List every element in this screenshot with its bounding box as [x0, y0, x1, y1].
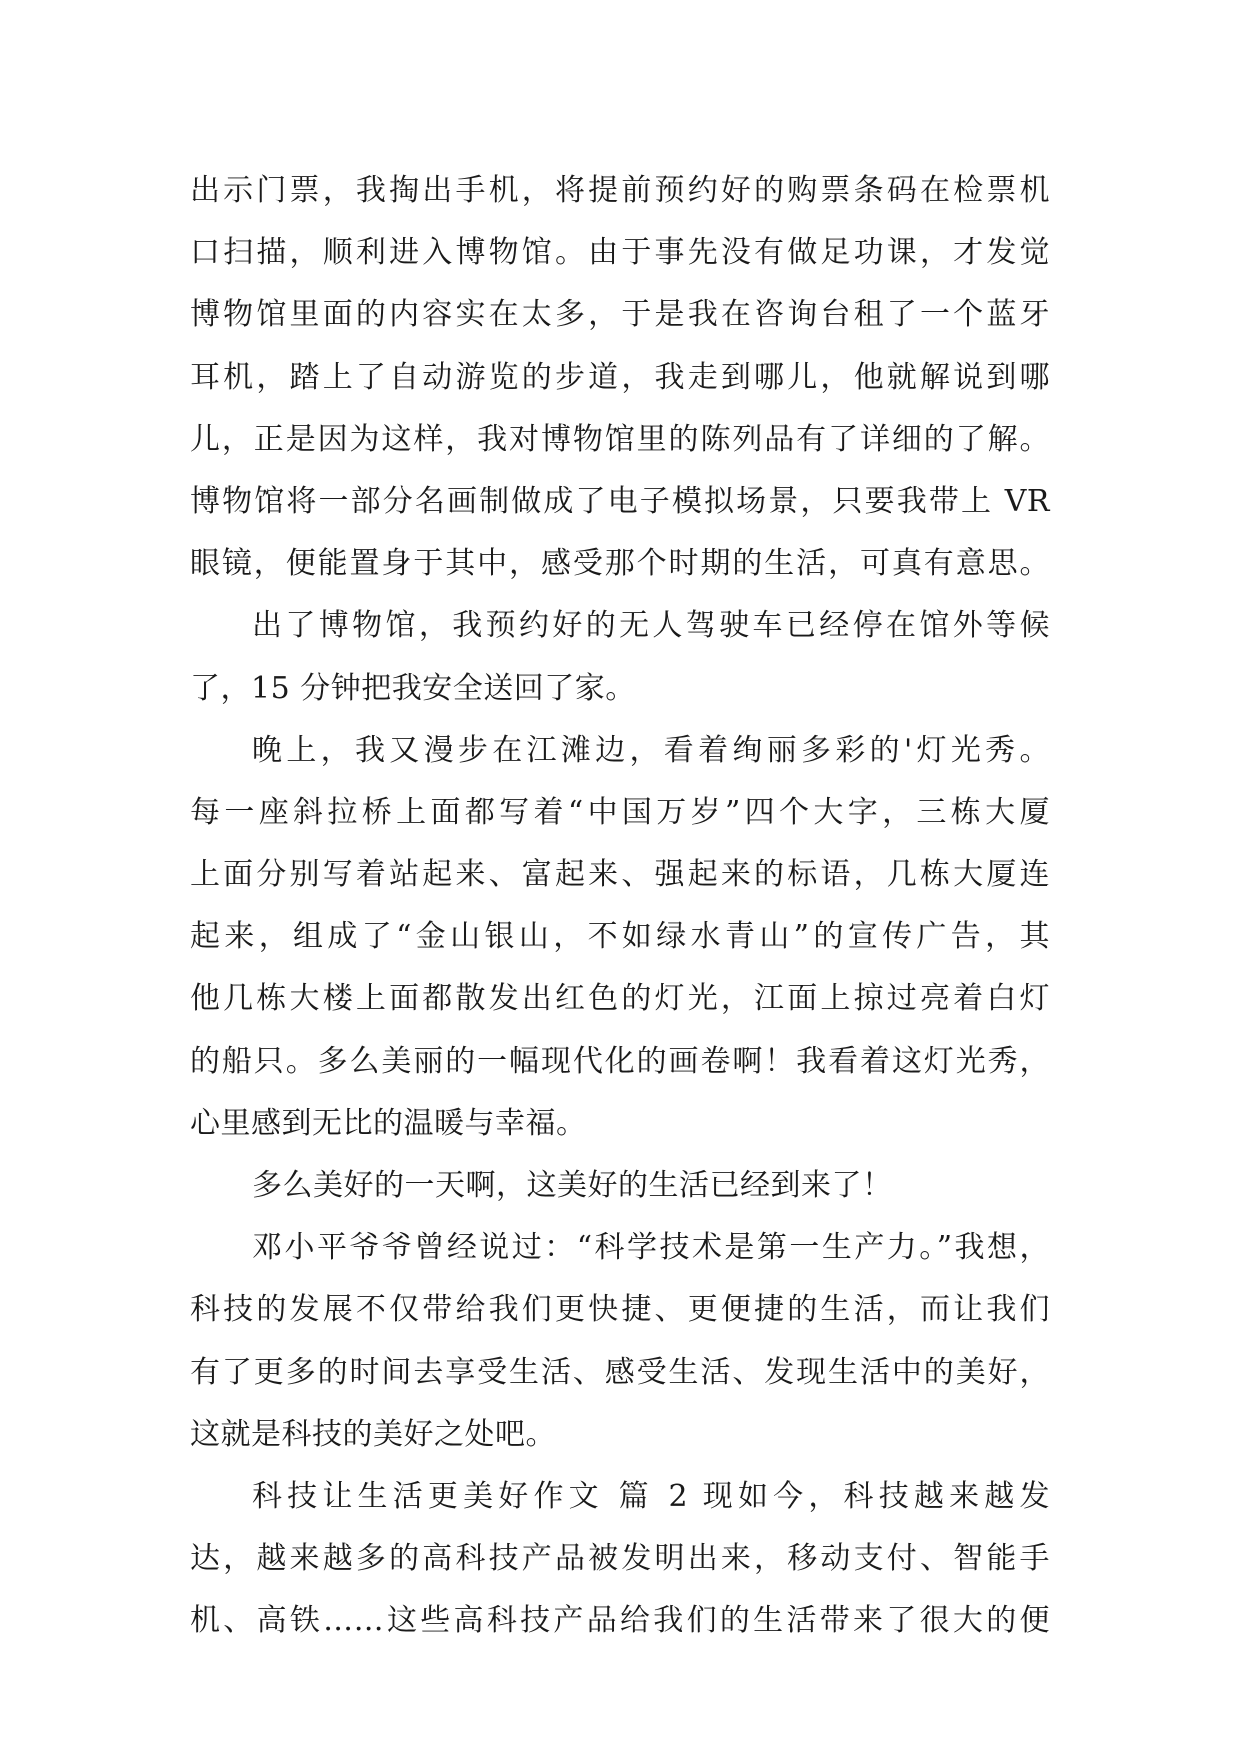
text-line: 科技让生活更美好作文 篇 2 现如今，科技越来越发	[252, 1478, 1050, 1514]
text-line: 耳机，踏上了自动游览的步道，我走到哪儿，他就解说到哪	[190, 359, 1050, 395]
text-line: 了，15 分钟把我安全送回了家。	[190, 670, 636, 706]
text-line: 科技的发展不仅带给我们更快捷、更便捷的生活，而让我们	[190, 1292, 1050, 1328]
text-line: 机、高铁……这些高科技产品给我们的生活带来了很大的便	[190, 1603, 1050, 1639]
text-line: 晚上，我又漫步在江滩边，看着绚丽多彩的'灯光秀。	[252, 732, 1050, 768]
text-line: 出示门票，我掏出手机，将提前预约好的购票条码在检票机	[190, 173, 1050, 208]
text-line: 心里感到无比的温暖与幸福。	[190, 1105, 587, 1141]
text-line: 起来，组成了“金山银山，不如绿水青山”的宣传广告，其	[190, 919, 1050, 955]
text-line: 出了博物馆，我预约好的无人驾驶车已经停在馆外等候	[252, 608, 1050, 644]
text-line: 的船只。多么美丽的一幅现代化的画卷啊！我看着这灯光秀，	[190, 1043, 1050, 1079]
text-line: 邓小平爷爷曾经说过：“科学技术是第一生产力。”我想，	[252, 1230, 1050, 1266]
text-line: 他几栋大楼上面都散发出红色的灯光，江面上掠过亮着白灯	[190, 981, 1050, 1017]
text-line: 上面分别写着站起来、富起来、强起来的标语，几栋大厦连	[190, 857, 1050, 893]
text-line: 每一座斜拉桥上面都写着“中国万岁”四个大字，三栋大厦	[190, 794, 1050, 830]
text-line: 儿，正是因为这样，我对博物馆里的陈列品有了详细的了解。	[190, 421, 1050, 457]
essay-body	[190, 160, 1050, 1653]
text-line: 有了更多的时间去享受生活、感受生活、发现生活中的美好，	[190, 1354, 1050, 1390]
text-line: 博物馆将一部分名画制做成了电子模拟场景，只要我带上 VR	[190, 483, 1050, 519]
text-line: 口扫描，顺利进入博物馆。由于事先没有做足功课，才发觉	[190, 235, 1050, 271]
text-line: 博物馆里面的内容实在太多，于是我在咨询台租了一个蓝牙	[190, 297, 1050, 333]
text-line: 眼镜，便能置身于其中，感受那个时期的生活，可真有意思。	[190, 546, 1050, 582]
text-line: 多么美好的一天啊，这美好的生活已经到来了！	[252, 1168, 893, 1203]
text-line: 这就是科技的美好之处吧。	[190, 1416, 556, 1452]
text-line: 达，越来越多的高科技产品被发明出来，移动支付、智能手	[190, 1541, 1050, 1577]
